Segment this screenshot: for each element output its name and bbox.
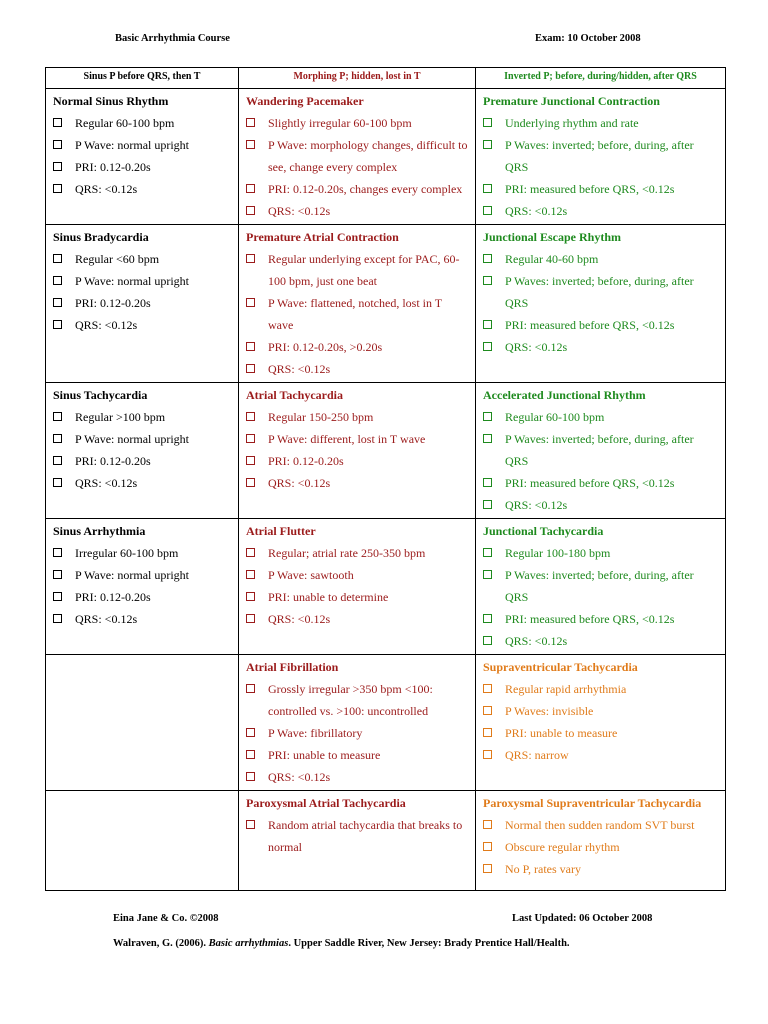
checkbox-icon[interactable] <box>246 412 255 421</box>
criteria-item <box>53 248 232 270</box>
checkbox-icon[interactable] <box>246 456 255 465</box>
criteria-text: P Wave: normal upright <box>75 432 190 446</box>
criteria-text: QRS: <0.12s <box>268 476 331 490</box>
criteria-item <box>483 678 719 700</box>
criteria-text: QRS: narrow <box>505 748 569 762</box>
criteria-item <box>483 542 719 564</box>
criteria-text: QRS: <0.12s <box>505 634 568 648</box>
criteria-text: QRS: <0.12s <box>75 476 138 490</box>
criteria-item <box>483 858 719 880</box>
last-updated: Last Updated: 06 October 2008 <box>512 913 653 924</box>
rhythm-title: Wandering Pacemaker <box>246 94 364 108</box>
criteria-item <box>53 542 232 564</box>
criteria-text: P Wave: morphology changes, difficult to see, change every complex <box>268 138 468 174</box>
criteria-item <box>483 428 719 472</box>
criteria-item <box>53 292 232 314</box>
rhythm-title: Supraventricular Tachycardia <box>483 660 638 674</box>
criteria-item <box>53 406 232 428</box>
criteria-list <box>483 814 719 880</box>
criteria-text: PRI: 0.12-0.20s, changes every complex <box>268 182 463 196</box>
rhythm-title: Normal Sinus Rhythm <box>53 94 169 108</box>
criteria-item <box>246 178 469 200</box>
criteria-text: P Wave: normal upright <box>75 274 190 288</box>
checkbox-icon[interactable] <box>246 254 255 263</box>
criteria-text: PRI: 0.12-0.20s <box>75 160 151 174</box>
criteria-item <box>53 586 232 608</box>
criteria-text: Slightly irregular 60-100 bpm <box>268 116 412 130</box>
reference-title: Basic arrhythmias <box>208 938 289 949</box>
criteria-item <box>483 608 719 630</box>
rhythm-title: Sinus Tachycardia <box>53 388 148 402</box>
criteria-text: PRI: unable to measure <box>268 748 381 762</box>
table-row <box>46 519 726 655</box>
checkbox-icon[interactable] <box>246 750 255 759</box>
rhythm-title: Atrial Flutter <box>246 524 316 538</box>
criteria-text: P Wave: fibrillatory <box>268 726 363 740</box>
criteria-text: QRS: <0.12s <box>505 340 568 354</box>
criteria-text: Regular underlying except for PAC, 60-100 bpm, just one beat <box>268 252 460 288</box>
criteria-item <box>246 336 469 358</box>
criteria-item <box>483 630 719 652</box>
criteria-list <box>483 112 719 222</box>
criteria-item <box>246 292 469 336</box>
criteria-text: PRI: 0.12-0.20s <box>75 296 151 310</box>
rhythm-title: Junctional Escape Rhythm <box>483 230 622 244</box>
rhythm-title: Atrial Fibrillation <box>246 660 339 674</box>
criteria-item <box>53 270 232 292</box>
criteria-item <box>246 112 469 134</box>
criteria-text: PRI: 0.12-0.20s, >0.20s <box>268 340 383 354</box>
rhythm-cell <box>476 791 726 891</box>
checkbox-icon[interactable] <box>53 570 62 579</box>
criteria-item <box>246 586 469 608</box>
table-row <box>46 383 726 519</box>
checkbox-icon[interactable] <box>483 864 492 873</box>
criteria-text: QRS: <0.12s <box>268 204 331 218</box>
checkbox-icon[interactable] <box>246 728 255 737</box>
course-title: Basic Arrhythmia Course <box>115 33 230 44</box>
checkbox-icon[interactable] <box>246 570 255 579</box>
criteria-list <box>53 542 232 630</box>
criteria-text: QRS: <0.12s <box>75 318 138 332</box>
checkbox-icon[interactable] <box>246 298 255 307</box>
column-header-sinus: Sinus P before QRS, then T <box>46 68 239 89</box>
criteria-item <box>246 134 469 178</box>
checkbox-icon[interactable] <box>53 184 62 193</box>
checkbox-icon[interactable] <box>483 500 492 509</box>
rhythm-cell <box>476 89 726 225</box>
rhythm-title: Premature Atrial Contraction <box>246 230 399 244</box>
criteria-item <box>246 248 469 292</box>
criteria-item <box>246 608 469 630</box>
criteria-list <box>246 248 469 380</box>
criteria-item <box>246 358 469 380</box>
criteria-text: Regular 100-180 bpm <box>505 546 611 560</box>
criteria-item <box>53 178 232 200</box>
checkbox-icon[interactable] <box>53 592 62 601</box>
criteria-text: QRS: <0.12s <box>75 612 138 626</box>
criteria-text: P Wave: normal upright <box>75 568 190 582</box>
rhythm-cell <box>239 225 476 383</box>
rhythm-cell <box>46 655 239 791</box>
rhythm-cell <box>239 655 476 791</box>
criteria-text: PRI: measured before QRS, <0.12s <box>505 612 675 626</box>
rhythm-title: Paroxysmal Atrial Tachycardia <box>246 796 406 810</box>
criteria-item <box>53 112 232 134</box>
checkbox-icon[interactable] <box>483 412 492 421</box>
criteria-text: Regular 150-250 bpm <box>268 410 374 424</box>
reference-citation <box>113 938 570 949</box>
criteria-item <box>53 156 232 178</box>
criteria-text: Grossly irregular >350 bpm <100: controlled vs. >100: uncontrolled <box>268 682 433 718</box>
checkbox-icon[interactable] <box>483 276 492 285</box>
checkbox-icon[interactable] <box>53 320 62 329</box>
criteria-item <box>53 428 232 450</box>
criteria-item <box>246 722 469 744</box>
checkbox-icon[interactable] <box>246 342 255 351</box>
criteria-text: P Waves: inverted; before, during, after QRS <box>505 568 694 604</box>
criteria-text: Regular >100 bpm <box>75 410 166 424</box>
rhythm-title: Accelerated Junctional Rhythm <box>483 388 646 402</box>
criteria-text: Random atrial tachycardia that breaks to normal <box>268 818 463 854</box>
checkbox-icon[interactable] <box>246 184 255 193</box>
rhythm-cell <box>239 89 476 225</box>
checkbox-icon[interactable] <box>483 750 492 759</box>
criteria-text: PRI: measured before QRS, <0.12s <box>505 318 675 332</box>
criteria-text: Regular 60-100 bpm <box>75 116 175 130</box>
criteria-text: Obscure regular rhythm <box>505 840 620 854</box>
criteria-text: Regular <60 bpm <box>75 252 160 266</box>
checkbox-icon[interactable] <box>53 254 62 263</box>
arrhythmia-table <box>45 67 726 891</box>
criteria-item <box>483 744 719 766</box>
criteria-item <box>246 542 469 564</box>
criteria-item <box>246 564 469 586</box>
criteria-text: P Waves: inverted; before, during, after QRS <box>505 432 694 468</box>
checkbox-icon[interactable] <box>246 684 255 693</box>
criteria-text: PRI: 0.12-0.20s <box>75 590 151 604</box>
rhythm-cell <box>476 655 726 791</box>
criteria-item <box>246 814 469 858</box>
criteria-list <box>246 406 469 494</box>
rhythm-title: Sinus Arrhythmia <box>53 524 146 538</box>
criteria-text: PRI: 0.12-0.20s <box>75 454 151 468</box>
checkbox-icon[interactable] <box>483 254 492 263</box>
criteria-item <box>246 450 469 472</box>
rhythm-cell <box>239 791 476 891</box>
checkbox-icon[interactable] <box>246 592 255 601</box>
rhythm-title: Sinus Bradycardia <box>53 230 149 244</box>
criteria-item <box>53 450 232 472</box>
table-row <box>46 225 726 383</box>
checkbox-icon[interactable] <box>53 118 62 127</box>
checkbox-icon[interactable] <box>483 184 492 193</box>
criteria-text: QRS: <0.12s <box>75 182 138 196</box>
rhythm-cell <box>476 383 726 519</box>
checkbox-icon[interactable] <box>483 548 492 557</box>
checkbox-icon[interactable] <box>483 706 492 715</box>
reference-author: Walraven, G. (2006). <box>113 938 209 949</box>
criteria-list <box>246 112 469 222</box>
checkbox-icon[interactable] <box>246 434 255 443</box>
checkbox-icon[interactable] <box>53 162 62 171</box>
criteria-list <box>246 678 469 788</box>
checkbox-icon[interactable] <box>53 276 62 285</box>
criteria-text: PRI: measured before QRS, <0.12s <box>505 182 675 196</box>
checkbox-icon[interactable] <box>53 140 62 149</box>
checkbox-icon[interactable] <box>483 342 492 351</box>
criteria-text: P Waves: inverted; before, during, after QRS <box>505 274 694 310</box>
criteria-item <box>483 112 719 134</box>
criteria-item <box>246 406 469 428</box>
criteria-list <box>246 542 469 630</box>
table-row <box>46 89 726 225</box>
rhythm-cell <box>476 225 726 383</box>
criteria-text: P Wave: sawtooth <box>268 568 354 582</box>
criteria-text: PRI: measured before QRS, <0.12s <box>505 476 675 490</box>
criteria-text: PRI: 0.12-0.20s <box>268 454 344 468</box>
criteria-item <box>483 270 719 314</box>
checkbox-icon[interactable] <box>483 684 492 693</box>
criteria-text: Regular 40-60 bpm <box>505 252 599 266</box>
criteria-item <box>483 472 719 494</box>
checkbox-icon[interactable] <box>246 364 255 373</box>
criteria-text: QRS: <0.12s <box>268 362 331 376</box>
rhythm-title: Junctional Tachycardia <box>483 524 604 538</box>
criteria-item <box>246 472 469 494</box>
checkbox-icon[interactable] <box>53 548 62 557</box>
column-header-junctional: Inverted P; before, during/hidden, after QRS <box>476 68 726 89</box>
criteria-text: Regular 60-100 bpm <box>505 410 605 424</box>
checkbox-icon[interactable] <box>483 570 492 579</box>
checkbox-icon[interactable] <box>483 820 492 829</box>
rhythm-title: Atrial Tachycardia <box>246 388 344 402</box>
criteria-item <box>483 200 719 222</box>
criteria-text: P Wave: different, lost in T wave <box>268 432 426 446</box>
criteria-item <box>483 494 719 516</box>
checkbox-icon[interactable] <box>246 614 255 623</box>
criteria-item <box>483 406 719 428</box>
checkbox-icon[interactable] <box>53 434 62 443</box>
checkbox-icon[interactable] <box>246 206 255 215</box>
criteria-item <box>246 678 469 722</box>
criteria-item <box>483 564 719 608</box>
criteria-item <box>483 248 719 270</box>
criteria-text: Irregular 60-100 bpm <box>75 546 179 560</box>
checkbox-icon[interactable] <box>483 140 492 149</box>
checkbox-icon[interactable] <box>483 636 492 645</box>
criteria-item <box>483 722 719 744</box>
criteria-list <box>483 406 719 516</box>
checkbox-icon[interactable] <box>53 412 62 421</box>
criteria-text: Underlying rhythm and rate <box>505 116 639 130</box>
rhythm-cell <box>46 519 239 655</box>
rhythm-cell <box>46 791 239 891</box>
checkbox-icon[interactable] <box>483 728 492 737</box>
checkbox-icon[interactable] <box>53 614 62 623</box>
checkbox-icon[interactable] <box>53 478 62 487</box>
checkbox-icon[interactable] <box>246 820 255 829</box>
criteria-text: QRS: <0.12s <box>268 770 331 784</box>
rhythm-cell <box>46 225 239 383</box>
criteria-list <box>483 542 719 652</box>
checkbox-icon[interactable] <box>246 118 255 127</box>
checkbox-icon[interactable] <box>483 614 492 623</box>
checkbox-icon[interactable] <box>246 772 255 781</box>
criteria-text: Regular; atrial rate 250-350 bpm <box>268 546 426 560</box>
criteria-text: PRI: unable to determine <box>268 590 389 604</box>
column-header-atrial: Morphing P; hidden, lost in T <box>239 68 476 89</box>
checkbox-icon[interactable] <box>53 456 62 465</box>
criteria-item <box>483 700 719 722</box>
criteria-text: PRI: unable to measure <box>505 726 618 740</box>
rhythm-cell <box>476 519 726 655</box>
criteria-item <box>53 608 232 630</box>
criteria-text: QRS: <0.12s <box>268 612 331 626</box>
checkbox-icon[interactable] <box>53 298 62 307</box>
checkbox-icon[interactable] <box>483 842 492 851</box>
criteria-text: Regular rapid arrhythmia <box>505 682 627 696</box>
rhythm-title: Premature Junctional Contraction <box>483 94 660 108</box>
rhythm-cell <box>46 383 239 519</box>
checkbox-icon[interactable] <box>246 478 255 487</box>
criteria-list <box>53 248 232 336</box>
criteria-text: No P, rates vary <box>505 862 581 876</box>
rhythm-title: Paroxysmal Supraventricular Tachycardia <box>483 796 702 810</box>
checkbox-icon[interactable] <box>246 548 255 557</box>
rhythm-cell <box>239 519 476 655</box>
criteria-text: QRS: <0.12s <box>505 498 568 512</box>
reference-publisher: . Upper Saddle River, New Jersey: Brady Prentice Hall/Health. <box>288 938 570 949</box>
table-row <box>46 655 726 791</box>
rhythm-cell <box>239 383 476 519</box>
checkbox-icon[interactable] <box>246 140 255 149</box>
criteria-text: P Wave: normal upright <box>75 138 190 152</box>
checkbox-icon[interactable] <box>483 206 492 215</box>
criteria-item <box>246 744 469 766</box>
checkbox-icon[interactable] <box>483 320 492 329</box>
criteria-item <box>53 314 232 336</box>
checkbox-icon[interactable] <box>483 478 492 487</box>
criteria-text: QRS: <0.12s <box>505 204 568 218</box>
criteria-text: Normal then sudden random SVT burst <box>505 818 695 832</box>
criteria-item <box>53 134 232 156</box>
criteria-item <box>53 472 232 494</box>
criteria-item <box>483 836 719 858</box>
criteria-item <box>483 134 719 178</box>
criteria-item <box>246 200 469 222</box>
checkbox-icon[interactable] <box>483 434 492 443</box>
criteria-list <box>53 406 232 494</box>
column-header-row <box>46 68 726 89</box>
criteria-text: P Waves: invisible <box>505 704 594 718</box>
criteria-item <box>483 814 719 836</box>
table-row <box>46 791 726 891</box>
exam-date: Exam: 10 October 2008 <box>535 33 641 44</box>
criteria-item <box>53 564 232 586</box>
criteria-item <box>483 314 719 336</box>
criteria-list <box>246 814 469 858</box>
criteria-list <box>483 678 719 766</box>
rhythm-cell <box>46 89 239 225</box>
criteria-item <box>246 428 469 450</box>
criteria-item <box>246 766 469 788</box>
criteria-item <box>483 336 719 358</box>
copyright: Eina Jane & Co. ©2008 <box>113 913 219 924</box>
criteria-text: P Waves: inverted; before, during, after QRS <box>505 138 694 174</box>
criteria-text: P Wave: flattened, notched, lost in T wave <box>268 296 442 332</box>
criteria-list <box>483 248 719 358</box>
criteria-list <box>53 112 232 200</box>
checkbox-icon[interactable] <box>483 118 492 127</box>
criteria-item <box>483 178 719 200</box>
